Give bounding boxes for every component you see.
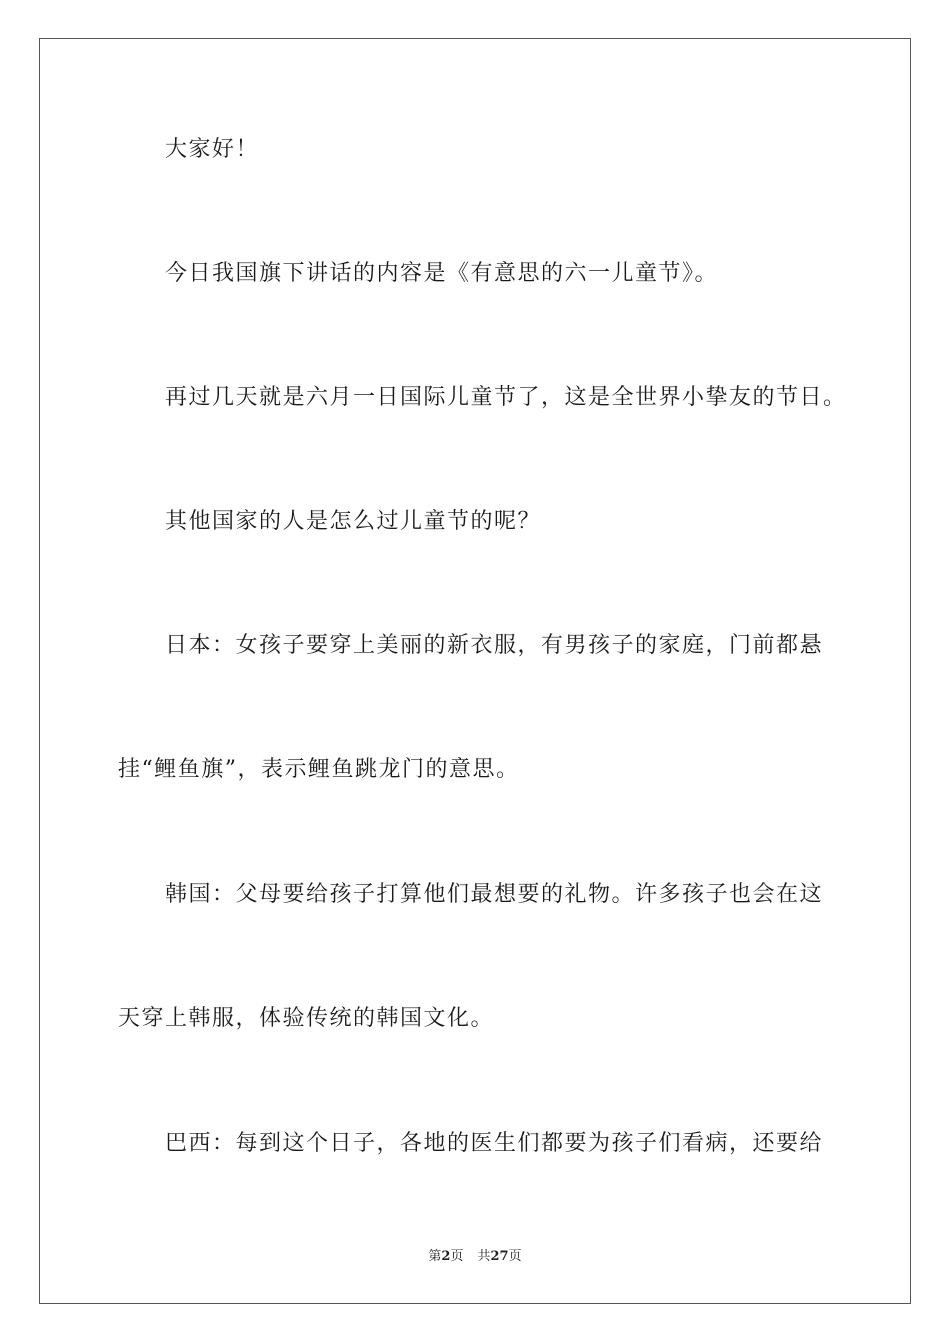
paragraph-line: 挂“鲤鱼旗”，表示鲤鱼跳龙门的意思。 bbox=[118, 757, 520, 782]
paragraph-line: 大家好！ bbox=[165, 137, 260, 162]
page-label-suffix: 页 bbox=[450, 1249, 464, 1264]
paragraph-line: 天穿上韩服，体验传统的韩国文化。 bbox=[118, 1006, 495, 1031]
total-pages: 27 bbox=[490, 1249, 509, 1264]
page-number: 2 bbox=[441, 1249, 451, 1264]
total-label-suffix: 页 bbox=[508, 1249, 522, 1264]
paragraph-line: 韩国：父母要给孩子打算他们最想要的礼物。许多孩子也会在这 bbox=[165, 882, 824, 907]
page-footer bbox=[0, 1248, 950, 1266]
page-border bbox=[39, 38, 911, 1304]
paragraph-line: 其他国家的人是怎么过儿童节的呢？ bbox=[165, 509, 542, 534]
total-label-prefix: 共 bbox=[477, 1249, 491, 1264]
paragraph-line: 巴西：每到这个日子，各地的医生们都要为孩子们看病，还要给 bbox=[165, 1131, 824, 1156]
paragraph-line: 再过几天就是六月一日国际儿童节了，这是全世界小挚友的节日。 bbox=[165, 385, 847, 410]
paragraph-line: 日本：女孩子要穿上美丽的新衣服，有男孩子的家庭，门前都悬 bbox=[165, 633, 824, 658]
paragraph-line: 今日我国旗下讲话的内容是《有意思的六一儿童节》。 bbox=[165, 261, 719, 286]
page-label-prefix: 第 bbox=[428, 1249, 442, 1264]
